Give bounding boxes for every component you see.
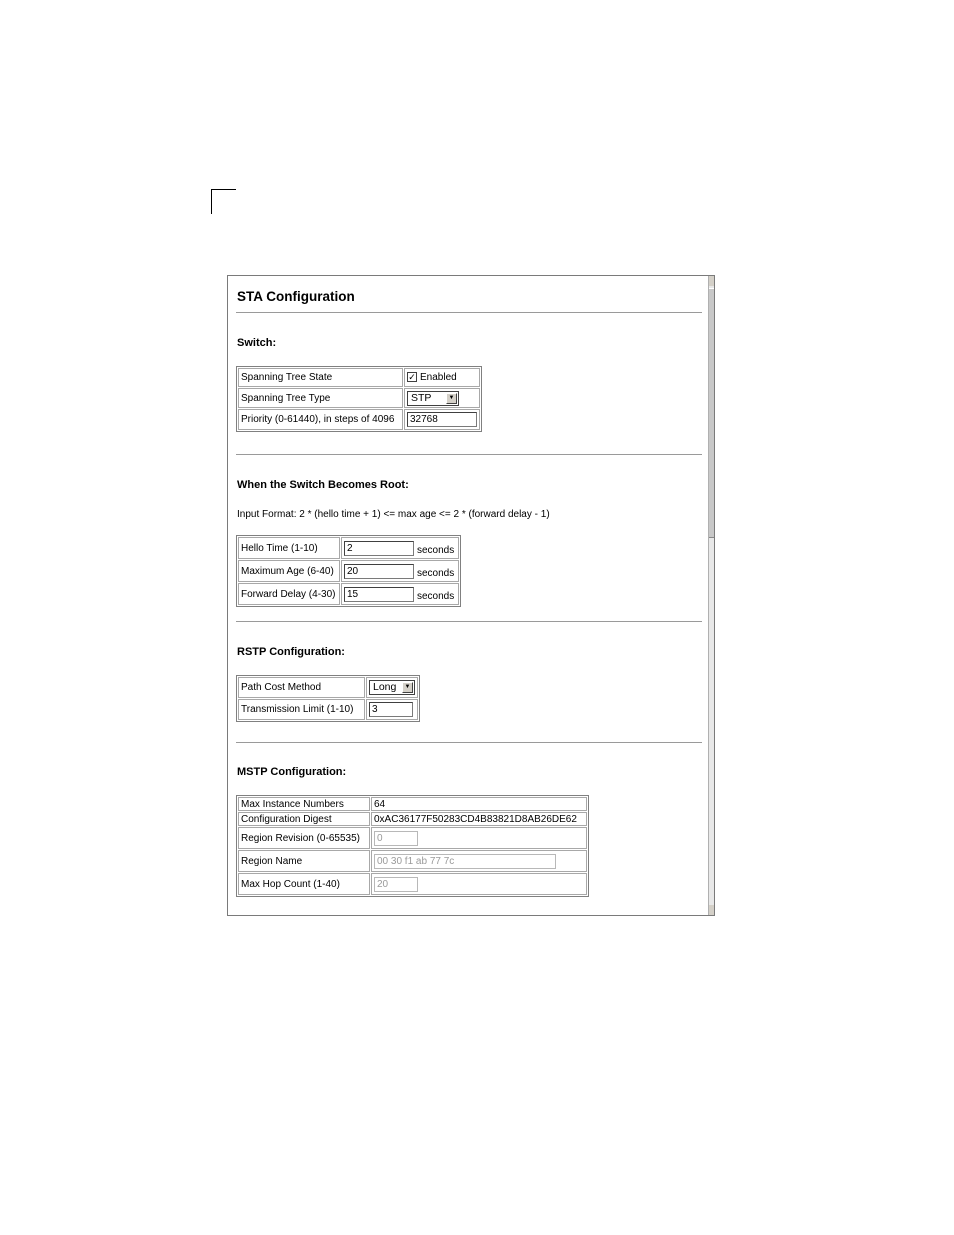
path-cost-method-cell — [366, 677, 418, 698]
divider — [236, 621, 702, 622]
row-label: Spanning Tree State — [238, 368, 403, 387]
browser-window — [227, 275, 715, 916]
region-revision-input[interactable]: 0 — [374, 831, 418, 846]
table-row — [238, 699, 418, 720]
unit-label: seconds — [417, 544, 455, 556]
region-name-input[interactable]: 00 30 f1 ab 77 7c — [374, 854, 556, 869]
row-label: Max Instance Numbers — [238, 797, 370, 811]
divider — [236, 312, 702, 313]
mstp-heading: MSTP Configuration: — [237, 766, 347, 778]
row-value: 64 — [371, 797, 587, 811]
row-label: Spanning Tree Type — [238, 388, 403, 408]
spanning-tree-state-checkbox[interactable]: ✓ — [408, 372, 416, 383]
row-label: Maximum Age (6-40) — [238, 560, 340, 582]
scroll-up-icon[interactable] — [709, 276, 714, 286]
spanning-tree-state-cell — [404, 368, 480, 387]
page-corner-mark — [211, 189, 236, 214]
root-heading: When the Switch Becomes Root: — [237, 479, 409, 491]
row-label: Region Name — [238, 850, 370, 872]
vertical-scrollbar[interactable] — [708, 276, 714, 915]
table-row — [238, 873, 587, 895]
row-label: Priority (0-61440), in steps of 4096 — [238, 409, 403, 430]
input-format-note: Input Format: 2 * (hello time + 1) <= max age <= 2 * (forward delay - 1) — [237, 509, 550, 520]
mstp-table — [236, 795, 589, 897]
max-hop-count-cell — [371, 873, 587, 895]
chevron-down-icon: ▼ — [402, 682, 413, 693]
region-revision-cell — [371, 827, 587, 849]
page-title: STA Configuration — [237, 289, 355, 304]
root-timers-table — [236, 535, 461, 607]
rstp-table — [236, 675, 420, 722]
transmission-limit-input[interactable]: 3 — [369, 702, 413, 717]
row-label: Forward Delay (4-30) — [238, 583, 340, 605]
spanning-tree-type-select[interactable]: STP ▼ — [407, 391, 459, 406]
table-row — [238, 583, 459, 605]
unit-label: seconds — [417, 590, 455, 602]
table-row — [238, 388, 480, 408]
region-name-cell — [371, 850, 587, 872]
row-label: Hello Time (1-10) — [238, 537, 340, 559]
max-hop-count-input[interactable]: 20 — [374, 877, 418, 892]
table-row — [238, 409, 480, 430]
transmission-limit-cell — [366, 699, 418, 720]
switch-heading: Switch: — [237, 337, 277, 349]
row-value: 0xAC36177F50283CD4B83821D8AB26DE62 — [371, 812, 587, 826]
hello-time-input[interactable]: 2 — [344, 541, 414, 556]
path-cost-method-select[interactable]: Long ▼ — [369, 680, 415, 695]
row-label: Region Revision (0-65535) — [238, 827, 370, 849]
row-label: Path Cost Method — [238, 677, 365, 698]
forward-delay-input[interactable]: 15 — [344, 587, 414, 602]
hello-time-cell — [341, 537, 459, 559]
maximum-age-input[interactable]: 20 — [344, 564, 414, 579]
priority-input[interactable]: 32768 — [407, 412, 477, 427]
priority-cell — [404, 409, 480, 430]
divider — [236, 454, 702, 455]
sta-config-page — [228, 276, 709, 915]
row-label: Max Hop Count (1-40) — [238, 873, 370, 895]
maximum-age-cell — [341, 560, 459, 582]
scroll-thumb[interactable] — [709, 288, 714, 538]
unit-label: seconds — [417, 567, 455, 579]
table-row — [238, 677, 418, 698]
table-row — [238, 797, 587, 811]
scroll-down-icon[interactable] — [709, 905, 714, 915]
chevron-down-icon: ▼ — [446, 393, 457, 404]
table-row — [238, 537, 459, 559]
checkbox-label: Enabled — [420, 372, 457, 383]
table-row — [238, 827, 587, 849]
row-label: Transmission Limit (1-10) — [238, 699, 365, 720]
spanning-tree-type-cell — [404, 388, 480, 408]
table-row — [238, 560, 459, 582]
divider — [236, 742, 702, 743]
table-row — [238, 812, 587, 826]
forward-delay-cell — [341, 583, 459, 605]
switch-table — [236, 366, 482, 432]
table-row — [238, 368, 480, 387]
table-row — [238, 850, 587, 872]
row-label: Configuration Digest — [238, 812, 370, 826]
rstp-heading: RSTP Configuration: — [237, 646, 345, 658]
